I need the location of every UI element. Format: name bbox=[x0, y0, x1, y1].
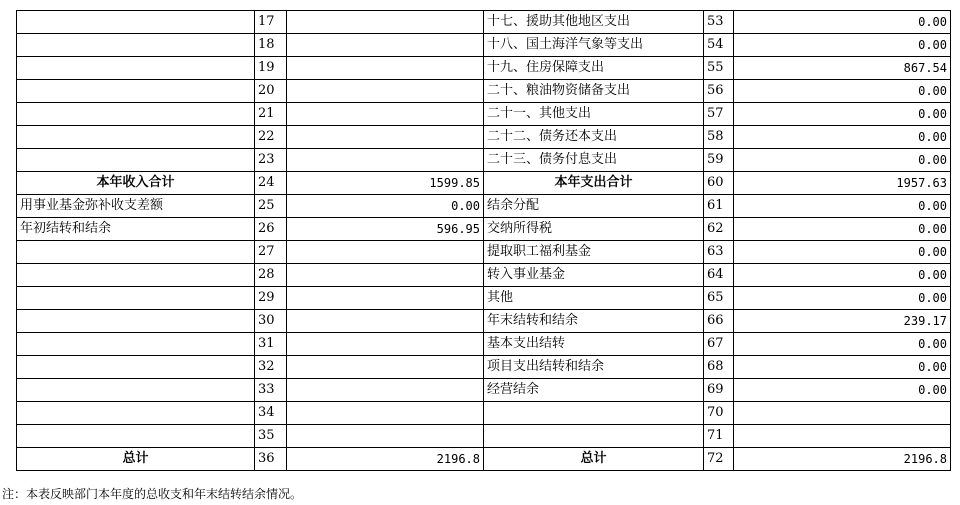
income-line-number: 33 bbox=[255, 379, 287, 402]
income-amount bbox=[287, 264, 484, 287]
table-row bbox=[17, 57, 951, 80]
expense-line-number: 54 bbox=[704, 34, 734, 57]
expense-amount: 0.00 bbox=[734, 379, 951, 402]
expense-subtotal-amount: 1957.63 bbox=[734, 172, 951, 195]
expense-amount: 0.00 bbox=[734, 149, 951, 172]
income-line-number: 30 bbox=[255, 310, 287, 333]
income-item-label bbox=[17, 425, 255, 448]
expense-line-number: 71 bbox=[704, 425, 734, 448]
expense-line-number: 56 bbox=[704, 80, 734, 103]
expense-amount: 0.00 bbox=[734, 34, 951, 57]
income-item-label bbox=[17, 103, 255, 126]
expense-amount: 0.00 bbox=[734, 287, 951, 310]
expense-line-number: 57 bbox=[704, 103, 734, 126]
income-amount bbox=[287, 310, 484, 333]
table-row bbox=[17, 218, 951, 241]
income-amount bbox=[287, 425, 484, 448]
income-item-label bbox=[17, 333, 255, 356]
income-item-label bbox=[17, 264, 255, 287]
table-row bbox=[17, 241, 951, 264]
expense-item-label: 二十一、其他支出 bbox=[484, 103, 704, 126]
expense-amount: 0.00 bbox=[734, 241, 951, 264]
income-amount bbox=[287, 356, 484, 379]
income-line-number: 24 bbox=[255, 172, 287, 195]
expense-item-label: 提取职工福利基金 bbox=[484, 241, 704, 264]
expense-subtotal-label: 本年支出合计 bbox=[484, 172, 704, 195]
expense-amount: 0.00 bbox=[734, 218, 951, 241]
income-item-label: 用事业基金弥补收支差额 bbox=[17, 195, 255, 218]
expense-item-label: 二十二、债务还本支出 bbox=[484, 126, 704, 149]
income-item-label bbox=[17, 402, 255, 425]
expense-line-number: 61 bbox=[704, 195, 734, 218]
income-amount bbox=[287, 333, 484, 356]
income-amount bbox=[287, 287, 484, 310]
expense-item-label: 结余分配 bbox=[484, 195, 704, 218]
income-amount bbox=[287, 34, 484, 57]
expense-amount bbox=[734, 425, 951, 448]
expense-item-label: 十七、援助其他地区支出 bbox=[484, 11, 704, 34]
table-footnote: 注：本表反映部门本年度的总收支和年末结转结余情况。 bbox=[2, 487, 303, 501]
expense-amount: 0.00 bbox=[734, 195, 951, 218]
income-item-label bbox=[17, 34, 255, 57]
income-line-number: 23 bbox=[255, 149, 287, 172]
table-row-total bbox=[17, 448, 951, 471]
expense-item-label: 十八、国土海洋气象等支出 bbox=[484, 34, 704, 57]
expense-amount: 0.00 bbox=[734, 11, 951, 34]
income-amount bbox=[287, 57, 484, 80]
income-item-label bbox=[17, 356, 255, 379]
expense-line-number: 53 bbox=[704, 11, 734, 34]
expense-item-label: 其他 bbox=[484, 287, 704, 310]
expense-line-number: 64 bbox=[704, 264, 734, 287]
expense-amount: 239.17 bbox=[734, 310, 951, 333]
income-item-label bbox=[17, 80, 255, 103]
income-amount bbox=[287, 126, 484, 149]
expense-item-label: 经营结余 bbox=[484, 379, 704, 402]
income-amount bbox=[287, 402, 484, 425]
expense-amount: 0.00 bbox=[734, 264, 951, 287]
income-item-label bbox=[17, 241, 255, 264]
expense-item-label: 十九、住房保障支出 bbox=[484, 57, 704, 80]
income-item-label bbox=[17, 57, 255, 80]
table-row bbox=[17, 287, 951, 310]
expense-item-label: 二十、粮油物资储备支出 bbox=[484, 80, 704, 103]
expense-item-label: 交纳所得税 bbox=[484, 218, 704, 241]
income-total-label: 总计 bbox=[17, 448, 255, 471]
table-row bbox=[17, 402, 951, 425]
expense-item-label: 二十三、债务付息支出 bbox=[484, 149, 704, 172]
table-row bbox=[17, 103, 951, 126]
expense-line-number: 58 bbox=[704, 126, 734, 149]
income-item-label: 年初结转和结余 bbox=[17, 218, 255, 241]
income-amount bbox=[287, 80, 484, 103]
income-line-number: 25 bbox=[255, 195, 287, 218]
table-row bbox=[17, 333, 951, 356]
income-amount: 0.00 bbox=[287, 195, 484, 218]
expense-item-label: 转入事业基金 bbox=[484, 264, 704, 287]
table-row bbox=[17, 34, 951, 57]
income-line-number: 28 bbox=[255, 264, 287, 287]
income-item-label bbox=[17, 379, 255, 402]
income-line-number: 18 bbox=[255, 34, 287, 57]
table-row bbox=[17, 310, 951, 333]
income-line-number: 32 bbox=[255, 356, 287, 379]
expense-amount: 867.54 bbox=[734, 57, 951, 80]
income-total-amount: 2196.8 bbox=[287, 448, 484, 471]
budget-table bbox=[16, 10, 951, 471]
income-amount bbox=[287, 379, 484, 402]
income-amount bbox=[287, 103, 484, 126]
expense-item-label bbox=[484, 425, 704, 448]
table-row bbox=[17, 264, 951, 287]
table-row bbox=[17, 379, 951, 402]
income-line-number: 35 bbox=[255, 425, 287, 448]
income-item-label bbox=[17, 287, 255, 310]
income-line-number: 20 bbox=[255, 80, 287, 103]
table-row bbox=[17, 195, 951, 218]
table-row bbox=[17, 356, 951, 379]
expense-line-number: 66 bbox=[704, 310, 734, 333]
expense-line-number: 60 bbox=[704, 172, 734, 195]
expense-amount: 0.00 bbox=[734, 356, 951, 379]
expense-amount: 0.00 bbox=[734, 103, 951, 126]
income-item-label bbox=[17, 126, 255, 149]
expense-total-amount: 2196.8 bbox=[734, 448, 951, 471]
income-line-number: 31 bbox=[255, 333, 287, 356]
income-line-number: 26 bbox=[255, 218, 287, 241]
expense-line-number: 63 bbox=[704, 241, 734, 264]
income-item-label bbox=[17, 11, 255, 34]
table-row bbox=[17, 80, 951, 103]
table-row bbox=[17, 126, 951, 149]
expense-line-number: 62 bbox=[704, 218, 734, 241]
income-line-number: 19 bbox=[255, 57, 287, 80]
table-row-subtotal bbox=[17, 172, 951, 195]
table-row bbox=[17, 425, 951, 448]
income-line-number: 17 bbox=[255, 11, 287, 34]
income-amount: 596.95 bbox=[287, 218, 484, 241]
income-subtotal-label: 本年收入合计 bbox=[17, 172, 255, 195]
table-row bbox=[17, 149, 951, 172]
income-line-number: 34 bbox=[255, 402, 287, 425]
expense-item-label bbox=[484, 402, 704, 425]
expense-line-number: 55 bbox=[704, 57, 734, 80]
income-amount bbox=[287, 149, 484, 172]
expense-line-number: 69 bbox=[704, 379, 734, 402]
income-item-label bbox=[17, 149, 255, 172]
income-line-number: 27 bbox=[255, 241, 287, 264]
expense-line-number: 68 bbox=[704, 356, 734, 379]
expense-line-number: 65 bbox=[704, 287, 734, 310]
expense-item-label: 项目支出结转和结余 bbox=[484, 356, 704, 379]
table-row bbox=[17, 11, 951, 34]
income-amount bbox=[287, 241, 484, 264]
income-subtotal-amount: 1599.85 bbox=[287, 172, 484, 195]
income-line-number: 29 bbox=[255, 287, 287, 310]
income-line-number: 21 bbox=[255, 103, 287, 126]
expense-line-number: 67 bbox=[704, 333, 734, 356]
expense-line-number: 59 bbox=[704, 149, 734, 172]
expense-amount: 0.00 bbox=[734, 126, 951, 149]
expense-line-number: 72 bbox=[704, 448, 734, 471]
expense-total-label: 总计 bbox=[484, 448, 704, 471]
expense-item-label: 年末结转和结余 bbox=[484, 310, 704, 333]
expense-item-label: 基本支出结转 bbox=[484, 333, 704, 356]
income-line-number: 22 bbox=[255, 126, 287, 149]
expense-amount bbox=[734, 402, 951, 425]
income-item-label bbox=[17, 310, 255, 333]
income-amount bbox=[287, 11, 484, 34]
expense-line-number: 70 bbox=[704, 402, 734, 425]
expense-amount: 0.00 bbox=[734, 333, 951, 356]
income-line-number: 36 bbox=[255, 448, 287, 471]
expense-amount: 0.00 bbox=[734, 80, 951, 103]
